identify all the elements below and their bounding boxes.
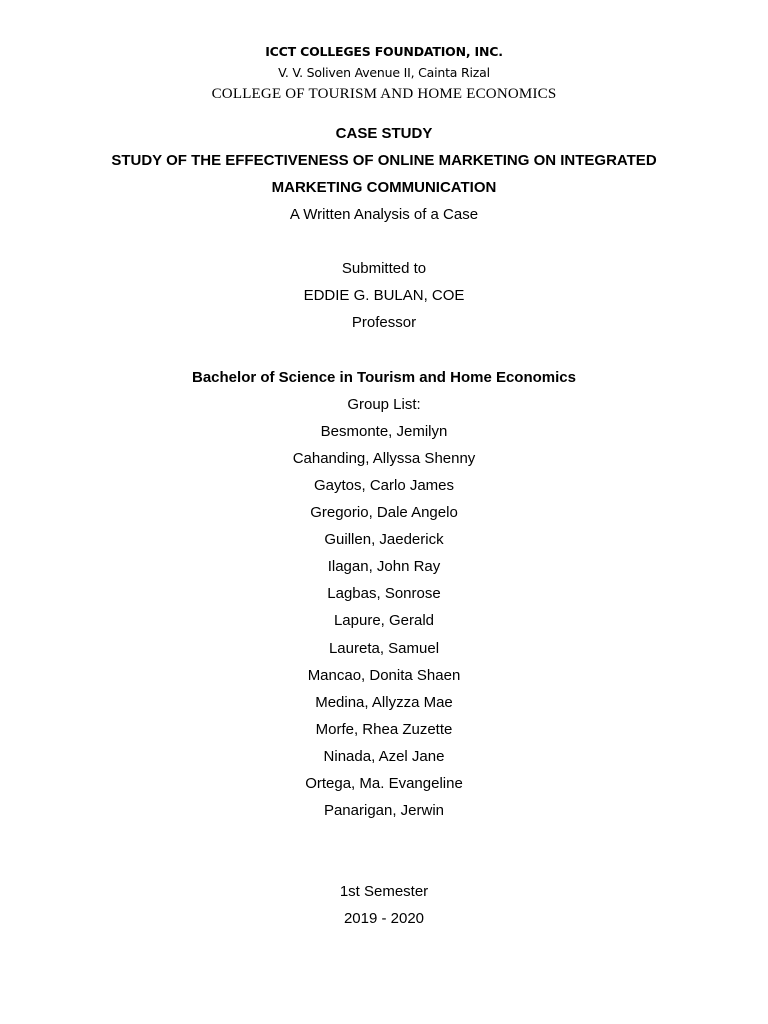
group-member: Besmonte, Jemilyn bbox=[320, 423, 448, 440]
submitted-to-label: Submitted to bbox=[341, 260, 427, 277]
college-name: COLLEGE OF TOURISM AND HOME ECONOMICS bbox=[211, 86, 557, 102]
institution-name: ICCT COLLEGES FOUNDATION, INC. bbox=[265, 44, 503, 59]
group-member: Cahanding, Allyssa Shenny bbox=[292, 450, 476, 467]
group-member: Ilagan, John Ray bbox=[327, 558, 441, 575]
professor-title: Professor bbox=[351, 314, 417, 331]
group-member: Lagbas, Sonrose bbox=[327, 585, 441, 602]
group-member: Gaytos, Carlo James bbox=[313, 477, 455, 494]
group-member: Gregorio, Dale Angelo bbox=[310, 504, 458, 521]
group-member: Ortega, Ma. Evangeline bbox=[305, 775, 463, 792]
semester: 1st Semester bbox=[339, 883, 429, 900]
group-member: Ninada, Azel Jane bbox=[323, 748, 445, 765]
subtitle: A Written Analysis of a Case bbox=[289, 206, 479, 223]
document-type: CASE STUDY bbox=[335, 125, 433, 142]
title-line-2: MARKETING COMMUNICATION bbox=[271, 179, 497, 196]
group-member: Lapure, Gerald bbox=[333, 612, 435, 629]
group-member: Morfe, Rhea Zuzette bbox=[315, 721, 453, 738]
group-member: Panarigan, Jerwin bbox=[323, 802, 445, 819]
group-member: Mancao, Donita Shaen bbox=[307, 667, 461, 684]
group-member: Laureta, Samuel bbox=[328, 640, 440, 657]
institution-address: V. V. Soliven Avenue II, Cainta Rizal bbox=[278, 65, 490, 80]
school-year: 2019 - 2020 bbox=[343, 910, 425, 927]
program-name: Bachelor of Science in Tourism and Home Economics bbox=[192, 369, 576, 386]
group-member: Guillen, Jaederick bbox=[324, 531, 444, 548]
group-member: Medina, Allyzza Mae bbox=[315, 694, 453, 711]
group-list-label: Group List: bbox=[347, 396, 421, 413]
title-line-1: STUDY OF THE EFFECTIVENESS OF ONLINE MARKETING ON INTEGRATED bbox=[111, 152, 657, 169]
professor-name: EDDIE G. BULAN, COE bbox=[303, 287, 465, 304]
